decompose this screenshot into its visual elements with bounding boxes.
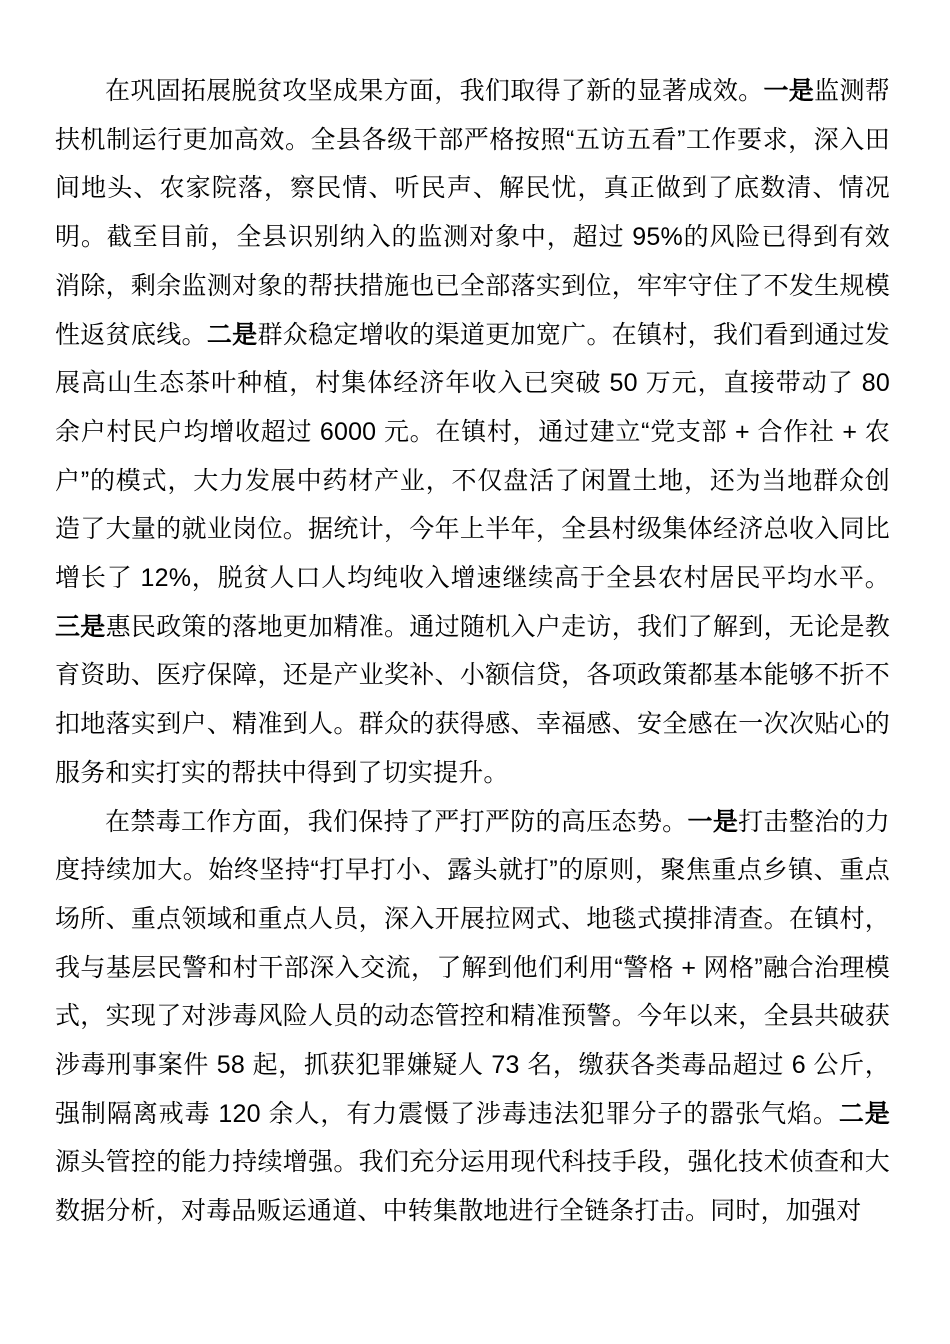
text-run: 在巩固拓展脱贫攻坚成果方面，我们取得了新的显著成效。 [105,77,764,105]
bold-emphasis-run: 一是 [687,807,739,836]
bold-emphasis-run: 二是 [838,1099,890,1128]
bold-emphasis-run: 一是 [763,77,815,105]
text-run: 监测帮扶机制运行更加高效。全县各级干部严格按照“五访五看”工作要求，深入田间地头、农家院落，察民情、听民声、解民忧，真正做到了底数清、情况明。截至目前，全县识别纳入的监测对象中，超过 95%的风险已得到有效消除，剩余监测对象的帮扶措施也已全部落实到位，牢牢守住了不发生规模性返贫底线。 [55,77,890,349]
paragraph [55,67,890,798]
bold-emphasis-run: 三是 [55,612,106,641]
bold-emphasis-run: 二是 [206,320,258,349]
paragraph [55,798,890,1236]
text-run: 群众稳定增收的渠道更加宽广。在镇村，我们看到通过发展高山生态茶叶种植，村集体经济年收入已突破 50 万元，直接带动了 80 余户村民户均增收超过 6000 元。在镇村，通过建立“党支部 + 合作社 + 农户”的模式，大力发展中药材产业，不仅盘活了闲置土地，还为当地群众创造了大量的就业岗位。据统计，今年上半年，全县村级集体经济总收入同比增长了 12%，脱贫人口人均纯收入增速继续高于全县农村居民平均水平。 [55,320,891,593]
text-run: 惠民政策的落地更加精准。通过随机入户走访，我们了解到，无论是教育资助、医疗保障，还是产业奖补、小额信贷，各项政策都基本能够不折不扣地落实到户、精准到人。群众的获得感、幸福感、安全感在一次次贴心的服务和实打实的帮扶中得到了切实提升。 [55,612,891,787]
text-run: 源头管控的能力持续增强。我们充分运用现代科技手段，强化技术侦查和大数据分析，对毒品贩运通道、中转集散地进行全链条打击。同时，加强对 [55,1148,890,1226]
text-run: 打击整治的力度持续加大。始终坚持“打早打小、露头就打”的原则，聚焦重点乡镇、重点场所、重点领域和重点人员，深入开展拉网式、地毯式摸排清查。在镇村，我与基层民警和村干部深入交流，了解到他们利用“警格 + 网格”融合治理模式，实现了对涉毒风险人员的动态管控和精准预警。今年以来，全县共破获涉毒刑事案件 58 起，抓获犯罪嫌疑人 73 名，缴获各类毒品超过 6 公斤，强制隔离戒毒 120 余人，有力震慑了涉毒违法犯罪分子的嚣张气焰。 [55,807,891,1128]
document-body [55,67,890,1236]
text-run: 在禁毒工作方面，我们保持了严打严防的高压态势。 [105,807,688,836]
